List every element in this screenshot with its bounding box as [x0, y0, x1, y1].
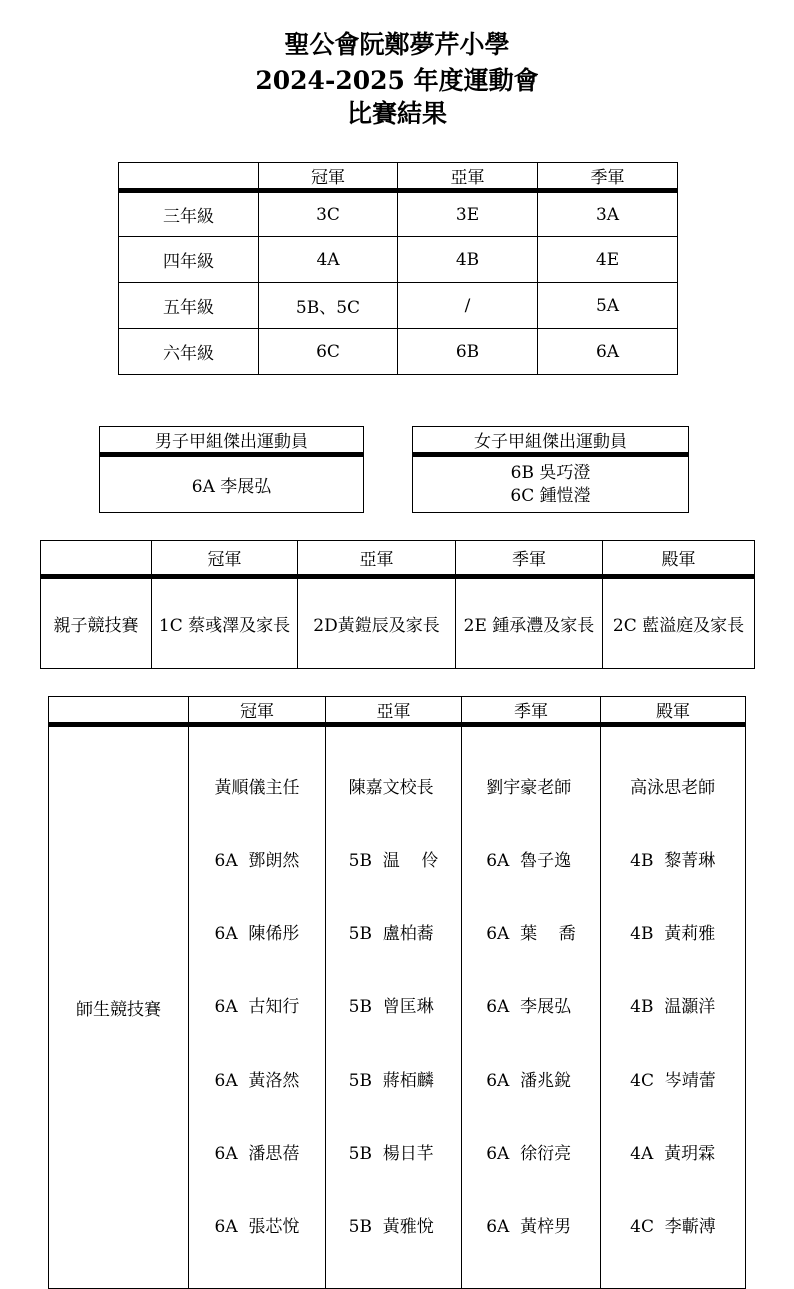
- header-second-runner-up: 季軍: [538, 163, 678, 191]
- boys-athlete-title: 男子甲組傑出運動員: [100, 427, 364, 455]
- school-name: 聖公會阮鄭夢芹小學: [284, 30, 510, 59]
- first-runner-up-cell: 4B: [398, 237, 538, 283]
- champion-cell: 3C: [259, 191, 398, 237]
- first-runner-up-cell: 2D黃鎧辰及家長: [298, 577, 456, 669]
- team-member: 5B 温 伶: [348, 851, 439, 872]
- header-first-runner-up: 亞軍: [298, 541, 456, 577]
- header-empty-cell: [49, 697, 189, 725]
- header-champion: 冠軍: [189, 697, 326, 725]
- team-member: 4B 黎菁琳: [630, 851, 716, 872]
- header-empty-cell: [41, 541, 152, 577]
- team-member: 5B 蔣栢麟: [348, 1070, 434, 1091]
- second-runner-up-team: [462, 725, 601, 1289]
- table-row: [41, 577, 755, 669]
- team-member: 6A 李展弘: [486, 997, 572, 1018]
- second-runner-up-cell: 5A: [538, 283, 678, 329]
- parent-child-label: 親子競技賽: [41, 577, 152, 669]
- team-member: 6A 徐衍亮: [486, 1143, 572, 1164]
- team-member: 6A 黃梓男: [486, 1217, 572, 1238]
- girls-athlete-name: 6C 鍾愷瀅: [510, 485, 591, 506]
- header-champion: 冠軍: [259, 163, 398, 191]
- table-row: [119, 283, 678, 329]
- table-row: [119, 329, 678, 375]
- champion-cell: 6C: [259, 329, 398, 375]
- fourth-place-cell: 2C 藍溢庭及家長: [603, 577, 755, 669]
- champion-cell: 1C 蔡彧澤及家長: [152, 577, 298, 669]
- team-member: 5B 黃雅悅: [348, 1217, 434, 1238]
- champion-team: [189, 725, 326, 1289]
- team-member: 6A 張芯悅: [214, 1217, 300, 1238]
- class-results-table: [118, 162, 678, 375]
- girls-athlete-names: [413, 455, 689, 513]
- champion-cell: 5B、5C: [259, 283, 398, 329]
- first-runner-up-cell: 3E: [398, 191, 538, 237]
- team-member: 6A 潘兆銳: [486, 1070, 572, 1091]
- grade-label: 四年級: [119, 237, 259, 283]
- class-results-header-row: [119, 163, 678, 191]
- team-member: 5B 盧柏蕎: [348, 924, 434, 945]
- grade-label: 三年級: [119, 191, 259, 237]
- team-member: 6A 潘思蓓: [214, 1143, 300, 1164]
- team-member: 5B 楊日芊: [348, 1143, 434, 1164]
- team-leader: 高泳思老師: [630, 777, 716, 798]
- fourth-place-team: [601, 725, 746, 1289]
- team-member: 6A 古知行: [214, 997, 300, 1018]
- champion-cell: 4A: [259, 237, 398, 283]
- team-member: 4B 黃莉雅: [630, 924, 716, 945]
- second-runner-up-cell: 2E 鍾承灃及家長: [456, 577, 603, 669]
- team-member: 4A 黃玥霖: [630, 1143, 716, 1164]
- teacher-student-label: 師生競技賽: [49, 725, 189, 1289]
- event-title: 2024-2025 年度運動會: [255, 66, 539, 95]
- team-member: 4C 李蘄溥: [630, 1217, 716, 1238]
- header-first-runner-up: 亞軍: [326, 697, 462, 725]
- second-runner-up-cell: 6A: [538, 329, 678, 375]
- grade-label: 六年級: [119, 329, 259, 375]
- grade-label: 五年級: [119, 283, 259, 329]
- teacher-student-table: [48, 696, 746, 1289]
- results-subtitle: 比賽結果: [346, 99, 447, 128]
- team-member: 4B 温灝洋: [630, 997, 716, 1018]
- team-member: 6A 陳俙彤: [214, 924, 300, 945]
- header-fourth-place: 殿軍: [601, 697, 746, 725]
- boys-athlete-table: [99, 426, 364, 513]
- teacher-student-header-row: [49, 697, 746, 725]
- team-leader: 黃順儀主任: [214, 777, 300, 798]
- parent-child-header-row: [41, 541, 755, 577]
- girls-athlete-name: 6B 吳巧澄: [510, 462, 591, 483]
- header-second-runner-up: 季軍: [462, 697, 601, 725]
- header-fourth-place: 殿軍: [603, 541, 755, 577]
- header-second-runner-up: 季軍: [456, 541, 603, 577]
- team-leader: 陳嘉文校長: [348, 777, 434, 798]
- girls-athlete-title: 女子甲組傑出運動員: [413, 427, 689, 455]
- table-row: [119, 237, 678, 283]
- header-first-runner-up: 亞軍: [398, 163, 538, 191]
- first-runner-up-cell: /: [398, 283, 538, 329]
- header-champion: 冠軍: [152, 541, 298, 577]
- second-runner-up-cell: 3A: [538, 191, 678, 237]
- header-empty-cell: [119, 163, 259, 191]
- first-runner-up-cell: 6B: [398, 329, 538, 375]
- parent-child-table: [40, 540, 755, 669]
- team-member: 4C 岑靖蕾: [630, 1070, 716, 1091]
- first-runner-up-team: [326, 725, 462, 1289]
- boys-athlete-name: 6A 李展弘: [100, 455, 364, 513]
- girls-athlete-table: [412, 426, 689, 513]
- team-member: 6A 葉 喬: [486, 924, 576, 945]
- team-member: 6A 黃洛然: [214, 1070, 300, 1091]
- table-row: [119, 191, 678, 237]
- team-member: 6A 魯子逸: [486, 851, 572, 872]
- second-runner-up-cell: 4E: [538, 237, 678, 283]
- table-row: [49, 725, 746, 1289]
- team-member: 5B 曾匡琳: [348, 997, 434, 1018]
- team-leader: 劉宇豪老師: [486, 777, 572, 798]
- team-member: 6A 鄧朗然: [214, 851, 300, 872]
